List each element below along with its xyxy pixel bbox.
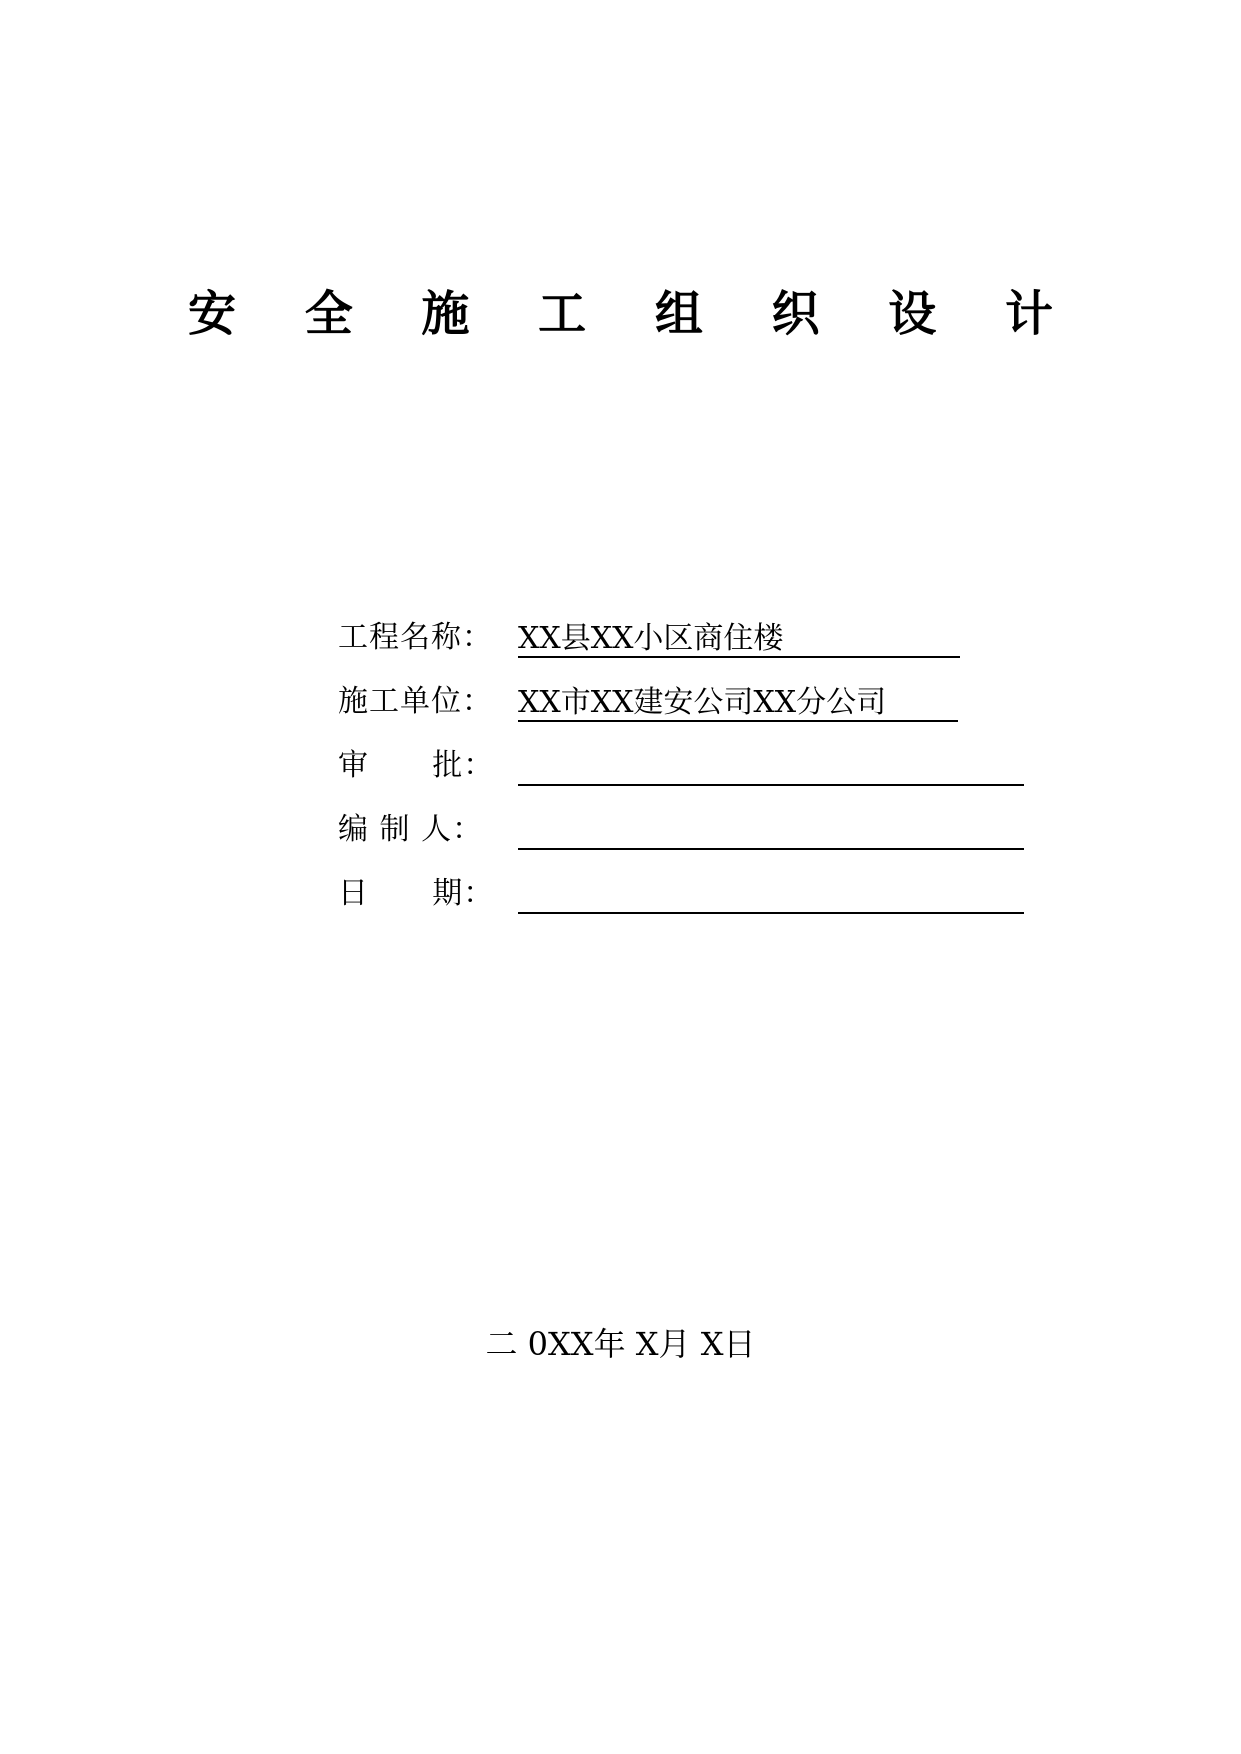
field-label-date: 日 期：	[338, 876, 495, 911]
field-label-construction-unit: 施工单位：	[338, 684, 493, 719]
document-title: 安 全 施 工 组 织 设 计	[188, 286, 1079, 342]
field-value-project-name: XX县XX小区商住楼	[518, 620, 960, 658]
document-date: 二 0XX年 X月 X日	[485, 1325, 756, 1363]
field-value-construction-unit: XX市XX建安公司XX分公司	[518, 684, 958, 722]
field-compiler	[338, 806, 1024, 850]
field-value-date	[518, 876, 1024, 914]
field-approval	[338, 742, 1024, 786]
field-label-compiler: 编 制 人：	[338, 812, 484, 847]
field-label-project-name: 工程名称：	[338, 620, 493, 655]
field-value-compiler	[518, 812, 1024, 850]
field-project-name	[338, 614, 960, 658]
field-value-approval	[518, 748, 1024, 786]
field-date	[338, 870, 1024, 914]
field-label-approval: 审 批：	[338, 748, 495, 783]
field-construction-unit	[338, 678, 958, 722]
